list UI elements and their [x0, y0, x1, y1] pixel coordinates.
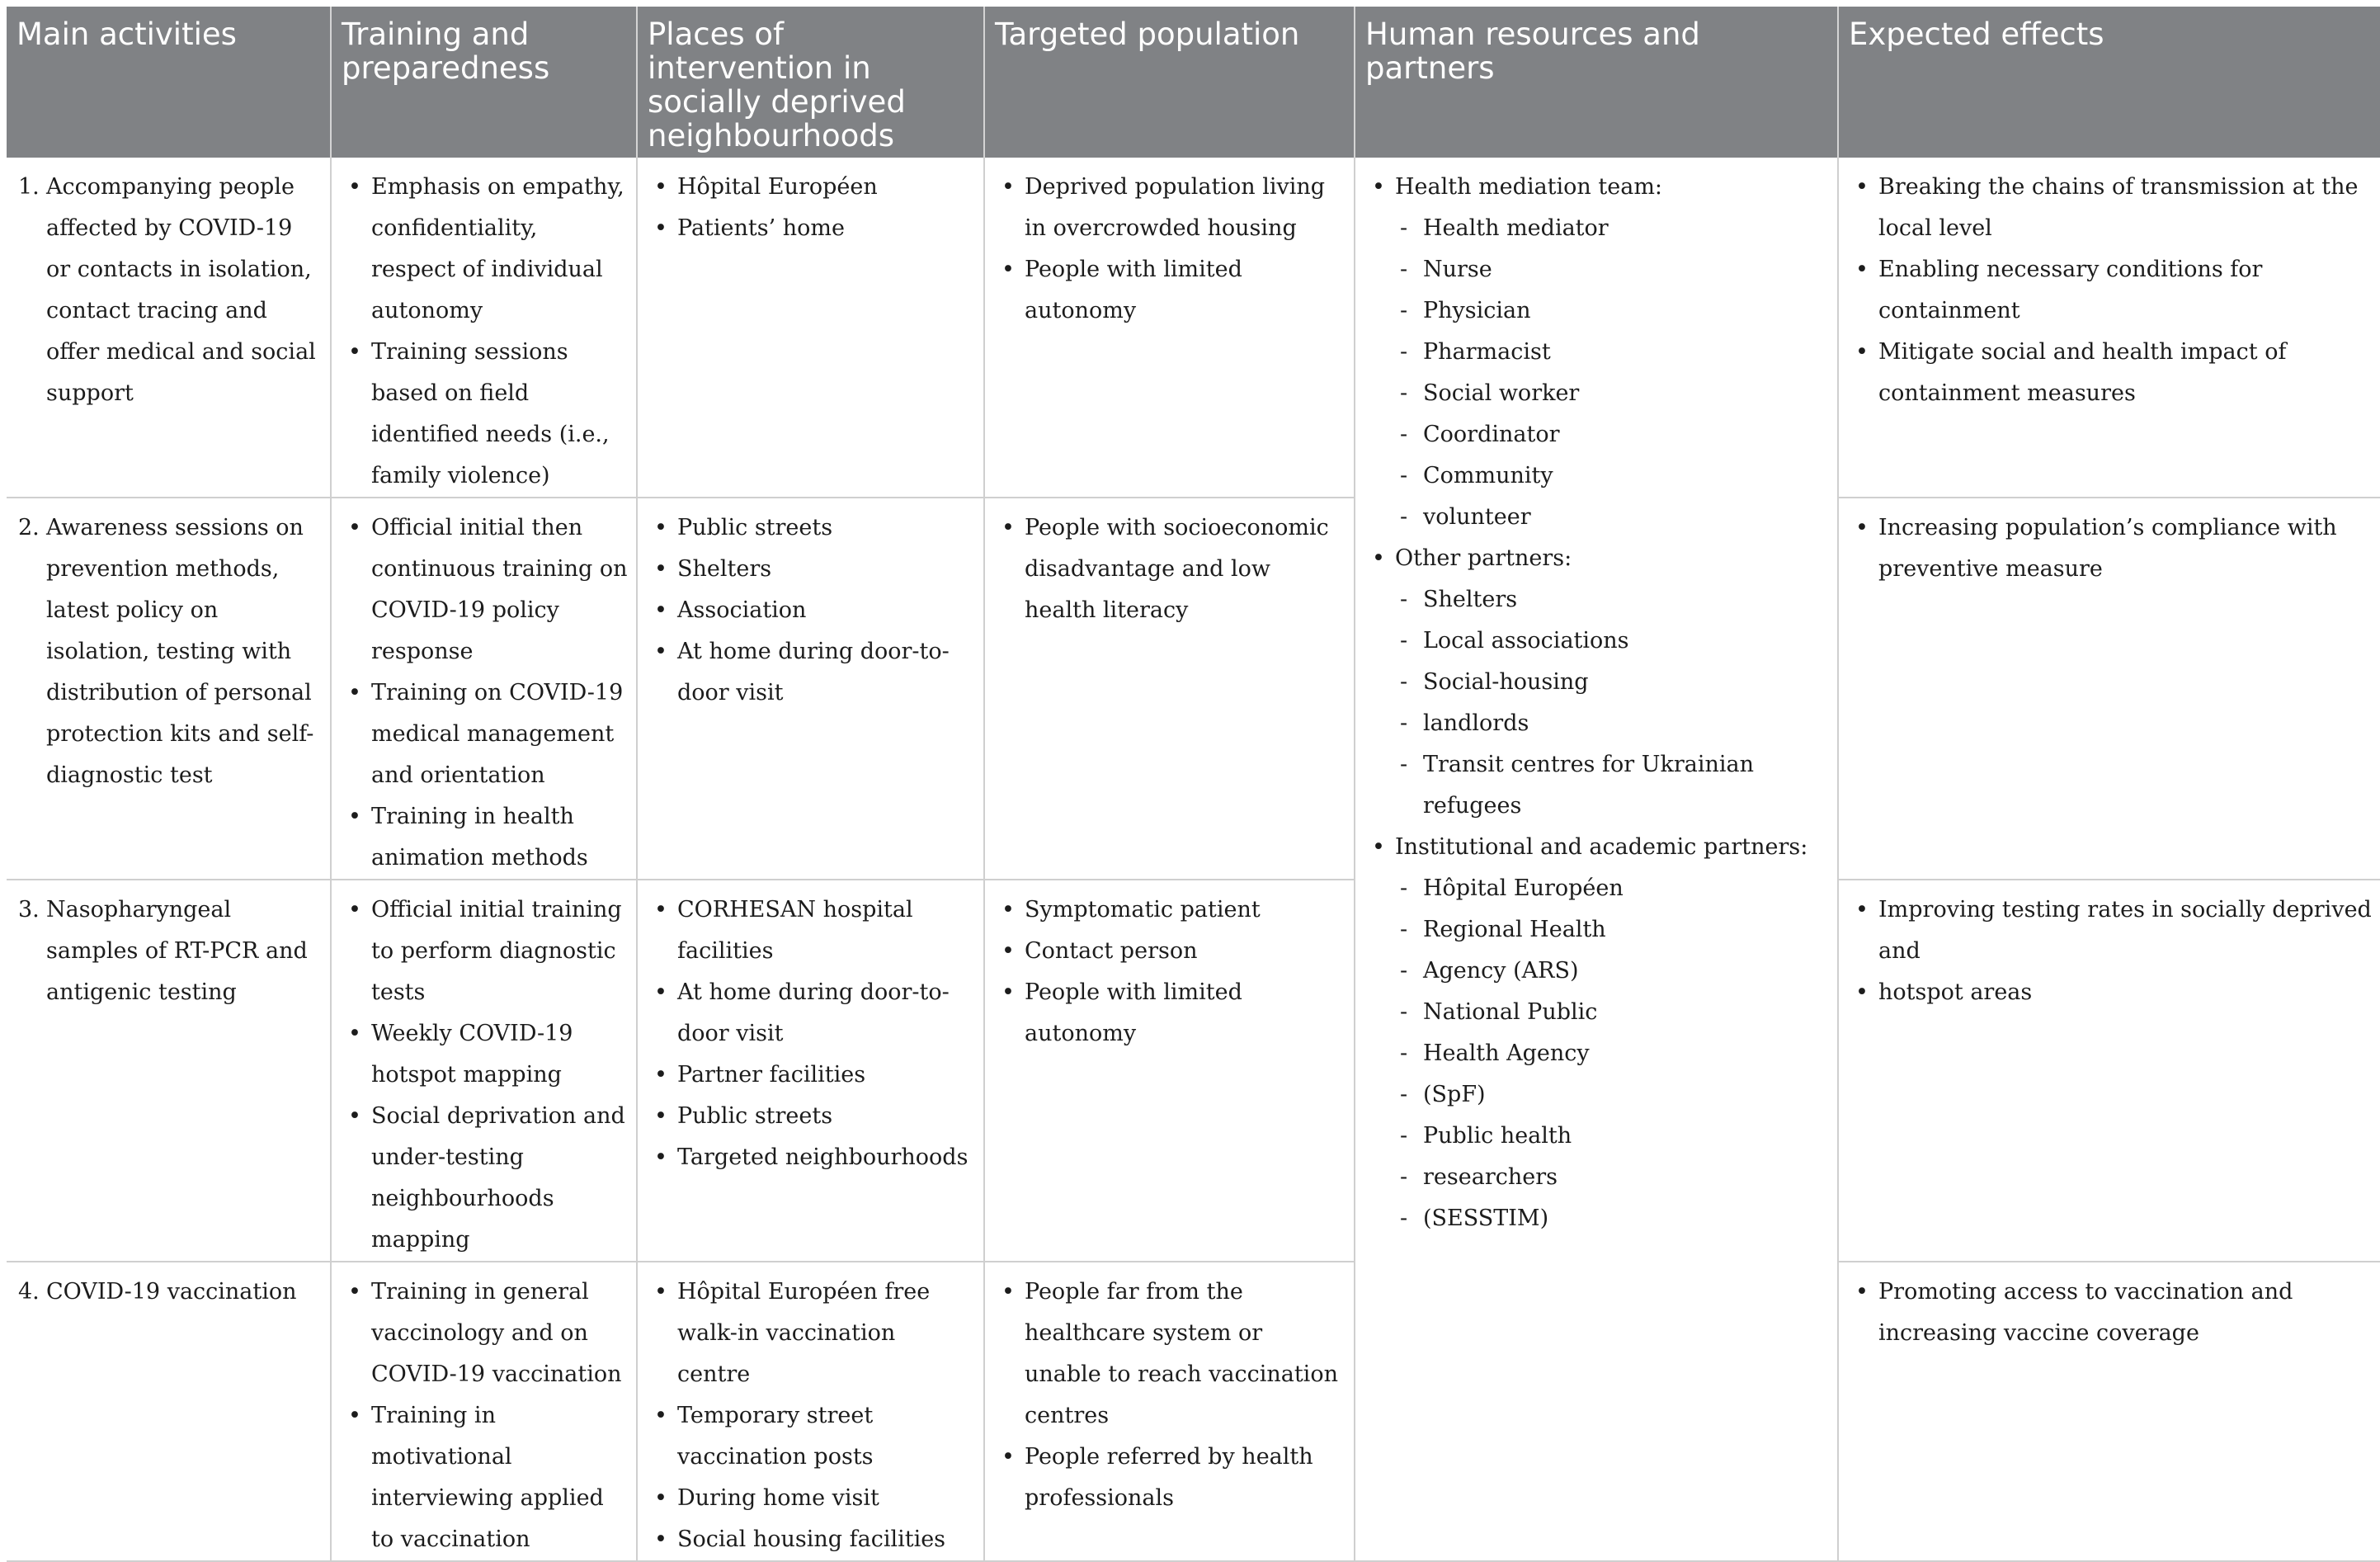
training-item: • Emphasis on empathy, confidentiality, respect of individual autonomy [343, 167, 628, 332]
population-list [997, 1272, 1346, 1519]
header-human-resources: Human resources and partners [1355, 7, 1838, 158]
place-item: • Shelters [649, 549, 975, 590]
place-item: • Public streets [649, 507, 975, 549]
table-row [7, 880, 2380, 1262]
partner-item: - National Public [1395, 992, 1829, 1033]
effect-list [1850, 167, 2372, 414]
partner-item: - Health mediator [1395, 208, 1829, 249]
place-item: • Targeted neighbourhoods [649, 1137, 975, 1178]
activity-text: COVID-19 vaccination [46, 1279, 297, 1305]
places-cell [637, 158, 984, 498]
partner-item: - Agency (ARS) [1395, 951, 1829, 992]
training-list [343, 167, 628, 497]
place-list [649, 890, 975, 1178]
population-cell [984, 158, 1355, 498]
partner-group-title: Other partners: [1395, 545, 1572, 571]
place-item: • Hôpital Européen [649, 167, 975, 208]
place-list [649, 1272, 975, 1560]
population-cell [984, 880, 1355, 1262]
activity-text: Awareness sessions on prevention methods, latest policy on isolation, testing with distribution of personal protection kits and self-diagnostic test [46, 515, 314, 788]
partner-group [1367, 167, 1829, 538]
activity-cell [7, 1262, 331, 1561]
place-item: • Public streets [649, 1096, 975, 1137]
effect-item: • Promoting access to vaccination and increasing vaccine coverage [1850, 1272, 2372, 1354]
training-item: • Official initial then continuous training on COVID-19 policy response [343, 507, 628, 672]
activity-text: Accompanying people affected by COVID-19 or contacts in isolation, contact tracing and offer medical and social support [46, 174, 316, 406]
effect-item: • Enabling necessary conditions for containment [1850, 249, 2372, 332]
population-item: • People with limited autonomy [997, 249, 1346, 332]
place-item: • CORHESAN hospital facilities [649, 890, 975, 972]
activity-cell [7, 158, 331, 498]
population-cell [984, 498, 1355, 880]
partner-item: - researchers [1395, 1157, 1829, 1198]
place-item: • Association [649, 590, 975, 631]
activity-number: 2. [18, 515, 40, 540]
place-item: • Social housing facilities [649, 1519, 975, 1560]
partner-sublist [1395, 208, 1829, 538]
table-row [7, 1262, 2380, 1561]
activity-cell [7, 880, 331, 1262]
training-item: • Training in general vaccinology and on COVID-19 vaccination [343, 1272, 628, 1395]
places-cell [637, 880, 984, 1262]
training-item: • Training sessions based on field identified needs (i.e., family violence) [343, 332, 628, 497]
effect-list [1850, 507, 2372, 590]
place-list [649, 167, 975, 249]
partner-group [1367, 827, 1829, 1239]
table-row [7, 498, 2380, 880]
population-item: • Deprived population living in overcrowded housing [997, 167, 1346, 249]
partner-item: - Regional Health [1395, 909, 1829, 951]
partner-item: - Transit centres for Ukrainian refugees [1395, 744, 1829, 827]
place-item: • Hôpital Européen free walk-in vaccination centre [649, 1272, 975, 1395]
header-main-activities: Main activities [7, 7, 331, 158]
population-list [997, 507, 1346, 631]
partner-item: - Social-housing [1395, 662, 1829, 703]
training-item: • Official initial training to perform diagnostic tests [343, 890, 628, 1013]
effects-cell [1838, 1262, 2380, 1561]
partner-item: - Public health [1395, 1116, 1829, 1157]
effect-item: • Mitigate social and health impact of containment measures [1850, 332, 2372, 414]
header-expected-effects: Expected effects [1838, 7, 2380, 158]
partner-group-title: Institutional and academic partners: [1395, 834, 1808, 860]
partner-item: - Pharmacist [1395, 332, 1829, 373]
place-item: • Partner facilities [649, 1055, 975, 1096]
human-resources-list [1367, 167, 1829, 1239]
population-list [997, 167, 1346, 332]
activity-number: 4. [18, 1279, 40, 1305]
training-cell [331, 1262, 637, 1561]
activities-table [7, 7, 2380, 1562]
activity-entry [18, 167, 322, 414]
population-item: • Contact person [997, 931, 1346, 972]
population-item: • People with socioeconomic disadvantage and low health literacy [997, 507, 1346, 631]
place-item: • During home visit [649, 1478, 975, 1519]
partner-item: - volunteer [1395, 497, 1829, 538]
partner-item: - Nurse [1395, 249, 1829, 290]
partner-group [1367, 538, 1829, 827]
effect-item: • hotspot areas [1850, 972, 2372, 1013]
partner-sublist [1395, 868, 1829, 1239]
partner-item: - Social worker [1395, 373, 1829, 414]
header-places: Places of intervention in socially deprived neighbourhoods [637, 7, 984, 158]
effect-list [1850, 1272, 2372, 1354]
training-item: • Social deprivation and under-testing neighbourhoods mapping [343, 1096, 628, 1261]
activity-cell [7, 498, 331, 880]
training-list [343, 1272, 628, 1560]
activity-entry [18, 890, 322, 1013]
activity-entry [18, 507, 322, 796]
places-cell [637, 1262, 984, 1561]
training-item: • Weekly COVID-19 hotspot mapping [343, 1013, 628, 1096]
header-targeted-population: Targeted population [984, 7, 1355, 158]
population-item: • People far from the healthcare system or unable to reach vaccination centres [997, 1272, 1346, 1437]
training-cell [331, 158, 637, 498]
table-header-row [7, 7, 2380, 158]
population-item: • People with limited autonomy [997, 972, 1346, 1055]
partner-item: - landlords [1395, 703, 1829, 744]
partner-item: - Local associations [1395, 621, 1829, 662]
training-list [343, 890, 628, 1261]
effect-item: • Increasing population’s compliance with preventive measure [1850, 507, 2372, 590]
place-item: • Patients’ home [649, 208, 975, 249]
training-cell [331, 498, 637, 880]
activity-number: 1. [18, 174, 40, 200]
training-item: • Training on COVID-19 medical management and orientation [343, 672, 628, 796]
population-item: • Symptomatic patient [997, 890, 1346, 931]
activity-entry [18, 1272, 322, 1313]
partner-sublist [1395, 579, 1829, 827]
population-item: • People referred by health professionals [997, 1437, 1346, 1519]
partner-item: - Community [1395, 455, 1829, 497]
header-training: Training and preparedness [331, 7, 637, 158]
effect-item: • Breaking the chains of transmission at the local level [1850, 167, 2372, 249]
effects-cell [1838, 498, 2380, 880]
partner-item: - Physician [1395, 290, 1829, 332]
place-item: • Temporary street vaccination posts [649, 1395, 975, 1478]
effects-cell [1838, 158, 2380, 498]
population-list [997, 890, 1346, 1055]
partner-item: - Shelters [1395, 579, 1829, 621]
effect-list [1850, 890, 2372, 1013]
activity-number: 3. [18, 897, 40, 923]
training-item: • Training in motivational interviewing applied to vaccination [343, 1395, 628, 1560]
training-list [343, 507, 628, 879]
population-cell [984, 1262, 1355, 1561]
partner-item: - Hôpital Européen [1395, 868, 1829, 909]
partner-item: - Health Agency [1395, 1033, 1829, 1074]
human-resources-cell [1355, 158, 1838, 1561]
place-item: • At home during door-to-door visit [649, 631, 975, 714]
partner-group-title: Health mediation team: [1395, 174, 1663, 200]
partner-item: - (SESSTIM) [1395, 1198, 1829, 1239]
training-cell [331, 880, 637, 1262]
table-row [7, 158, 2380, 498]
effect-item: • Improving testing rates in socially deprived and [1850, 890, 2372, 972]
place-list [649, 507, 975, 714]
partner-item: - (SpF) [1395, 1074, 1829, 1116]
partner-item: - Coordinator [1395, 414, 1829, 455]
effects-cell [1838, 880, 2380, 1262]
place-item: • At home during door-to-door visit [649, 972, 975, 1055]
places-cell [637, 498, 984, 880]
activity-text: Nasopharyngeal samples of RT-PCR and antigenic testing [46, 897, 308, 1005]
training-item: • Training in health animation methods [343, 796, 628, 879]
